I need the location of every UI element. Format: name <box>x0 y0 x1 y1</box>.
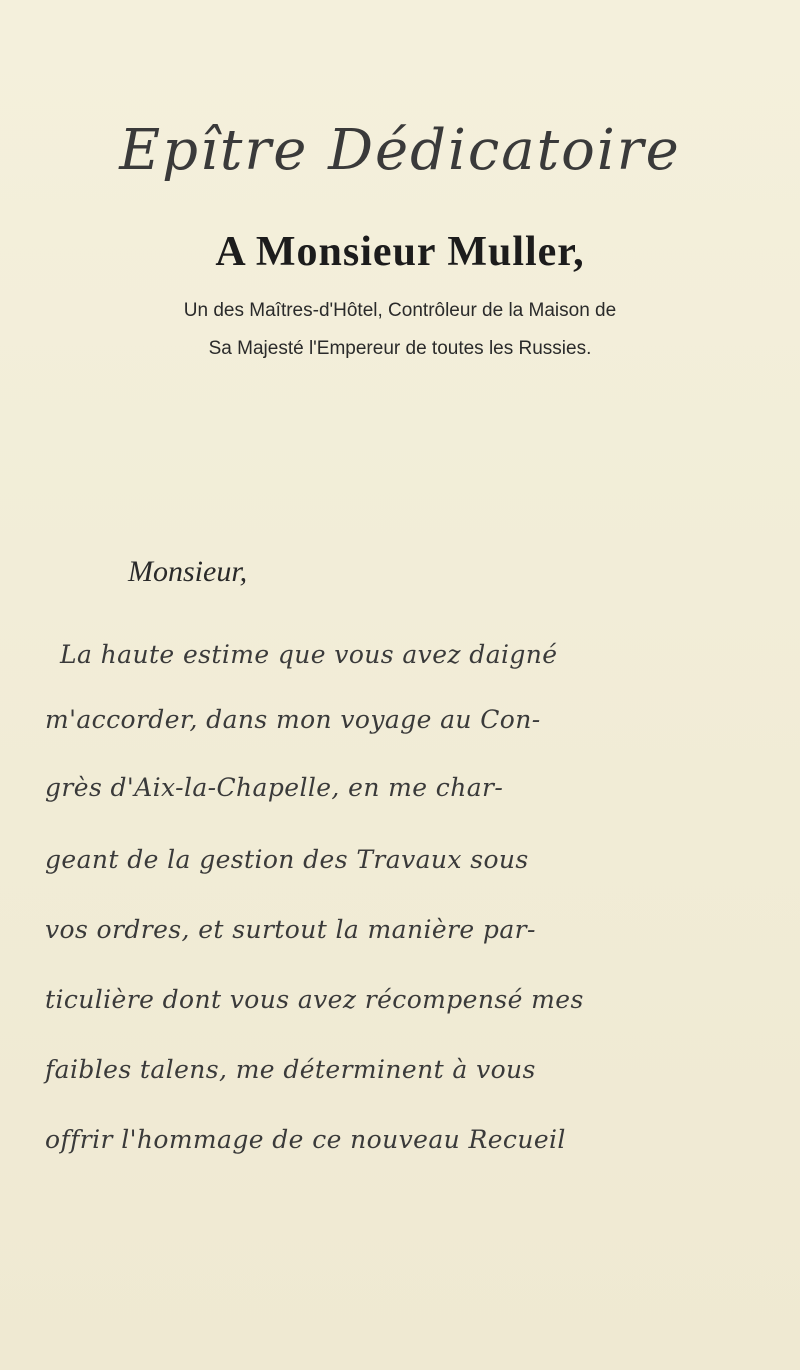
recipient-title-line-1: Un des Maîtres-d'Hôtel, Contrôleur de la Maison de <box>183 300 617 321</box>
salutation: Monsieur, <box>128 555 248 588</box>
dedication-heading: Epître Dédicatoire <box>119 118 681 183</box>
body-line: vos ordres, et surtout la manière par- <box>45 915 536 944</box>
body-line: geant de la gestion des Travaux sous <box>45 845 529 874</box>
body-line: La haute estime que vous avez daigné <box>60 640 558 669</box>
recipient-title-line-2: Sa Majesté l'Empereur de toutes les Russies. <box>208 338 592 359</box>
body-line: grès d'Aix-la-Chapelle, en me char- <box>45 773 504 802</box>
recipient-line: A Monsieur Muller, <box>215 229 585 275</box>
body-line: m'accorder, dans mon voyage au Con- <box>45 705 541 734</box>
body-line: ticulière dont vous avez récompensé mes <box>45 985 584 1014</box>
body-line: offrir l'hommage de ce nouveau Recueil <box>45 1125 566 1154</box>
body-line: faibles talens, me déterminent à vous <box>45 1055 536 1084</box>
